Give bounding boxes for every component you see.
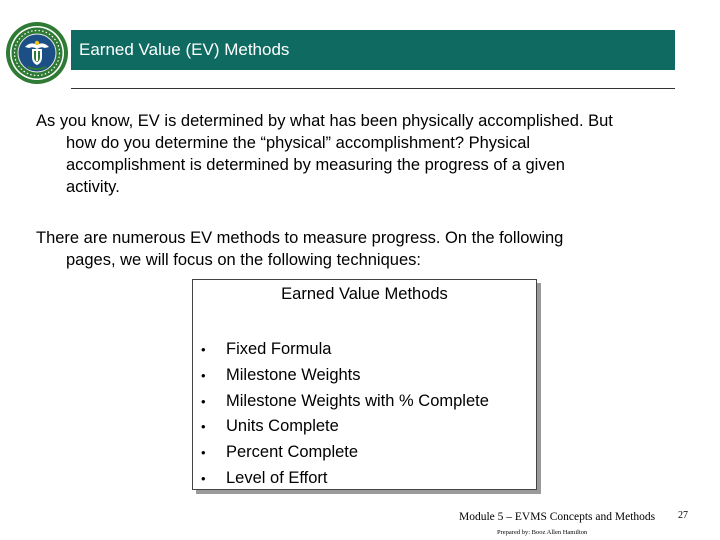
paragraph-line: There are numerous EV methods to measure progress. On the following [36, 229, 564, 247]
list-item [201, 389, 489, 415]
list-item-label: Milestone Weights with % Complete [226, 391, 489, 410]
title-divider [71, 88, 675, 89]
doe-seal-icon [5, 21, 69, 85]
methods-box-title: Earned Value Methods [281, 285, 448, 303]
paragraph-line: how do you determine the “physical” accomplishment? Physical [66, 134, 531, 152]
list-item [201, 363, 489, 389]
list-item-label: Milestone Weights [226, 365, 361, 384]
bullet-icon: • [201, 419, 206, 435]
list-item-label: Units Complete [226, 417, 339, 436]
page-number: 27 [678, 510, 688, 521]
list-item-label: Percent Complete [226, 443, 359, 462]
bullet-icon: • [201, 470, 206, 486]
paragraph-line: As you know, EV is determined by what has been physically accomplished. But [36, 112, 613, 130]
paragraph-line: accomplishment is determined by measuring the progress of a given [66, 156, 565, 174]
list-item-label: Fixed Formula [226, 340, 332, 358]
footer-module: Module 5 – EVMS Concepts and Methods [459, 511, 656, 523]
footer-prepared-by: Prepared by: Booz Allen Hamilton [497, 529, 588, 536]
title-bar [71, 30, 675, 70]
bullet-icon: • [201, 342, 206, 357]
paragraph-line: pages, we will focus on the following techniques: [66, 251, 421, 269]
methods-paragraph [36, 227, 676, 271]
methods-list [201, 337, 489, 492]
methods-box [192, 279, 537, 490]
list-item [201, 337, 489, 363]
list-item [201, 414, 489, 440]
bullet-icon: • [201, 367, 206, 383]
bullet-icon: • [201, 393, 206, 409]
list-item [201, 440, 489, 466]
paragraph-line: activity. [66, 178, 120, 196]
bullet-icon: • [201, 445, 206, 461]
list-item-label: Level of Effort [226, 468, 328, 487]
slide-title: Earned Value (EV) Methods [79, 40, 290, 59]
intro-paragraph [36, 110, 676, 198]
list-item [201, 466, 489, 492]
